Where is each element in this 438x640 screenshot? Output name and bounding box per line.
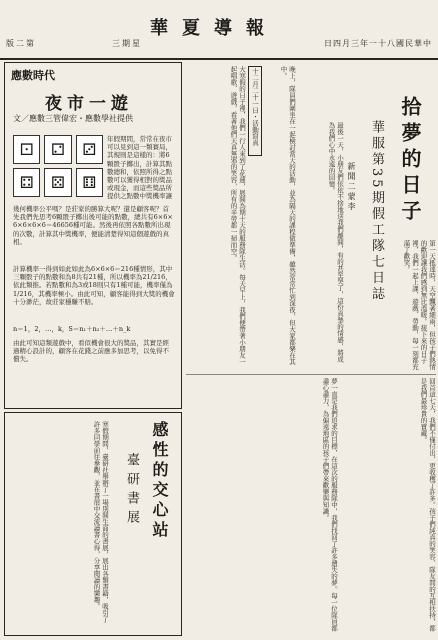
middle-article: [186, 62, 344, 372]
middle-body-para-3: 最後一天，小朋友們依依不捨地送我們離開，有的甚至哭了，這份真摯的情感，將成為我們心中永遠的回憶。: [327, 122, 344, 363]
article-body-para-3: 計算機率一得到如此如此為6×6×6＝216種情形，其中三顆骰子的點數和為8共有21種，所以機率為21/216，依此類推。若點數和為3或18則只有1種可能，機率僅為1/216，其機率極小。由此可知，顧客能得到大獎的機會十分渺茫，故莊家穩賺不賠。: [13, 265, 175, 306]
issue-date: 日四月三年一十八國民華中: [324, 39, 432, 48]
column-divider: [186, 374, 436, 375]
die-3: ⚂: [76, 135, 103, 164]
die-2: ⚁: [44, 135, 71, 164]
right-body-para-3: 回首這七天，我們不僅付出，更收穫了許多。孩子們純真的笑容、隊友間的互相扶持，都是我們最珍貴的寶藏。: [419, 378, 436, 632]
article-byline: 文／應數三管偉宏・應數學社提供: [13, 114, 133, 123]
article-body-intro: 年假期間，常常在夜市可以見到這一類賽局，其規則是這樣的：將6顆骰子擲出，計算其點數總和，依照所得之點數可以獲得相對的獎品或現金，而這些獎品所提供之點數中獎機率讓: [107, 135, 172, 201]
die-1: ⚀: [13, 135, 40, 164]
dice-illustration: [13, 135, 103, 197]
left-article-box: [4, 62, 182, 409]
die-6: ⚅: [76, 168, 103, 197]
bottom-feature-box: [4, 412, 182, 636]
feature-title: 感性的交心站: [150, 421, 169, 541]
activity-note-box: 十二月二十一日・活動寫真: [248, 66, 262, 156]
right-article-title: 拾夢的日子: [398, 96, 422, 226]
page-number-label: 版二第: [6, 39, 36, 48]
issue-weekday-label: 三期星: [112, 39, 142, 48]
math-formula: n＝1，2，…，k，S＝n₁＋n₂＋…＋n_k: [13, 325, 131, 333]
masthead: 華夏導報: [150, 18, 278, 39]
middle-body-para-2: 晚上，隊員們圍坐在一起檢討當天的活動，並為隔天的課程做準備，雖然常常忙到深夜，但大家都樂在其中。: [279, 66, 296, 365]
right-body-para-2: 第一天抵達時，天空飄著細雨，但孩子們熱情的歡迎讓我們感到無比溫暖。接下來的日子裡，我們一起上課、遊戲、勞動，每一刻都充滿了歡笑。: [402, 240, 436, 370]
feature-subtitle: 臺研書展: [124, 453, 139, 529]
article-body-para-2: 幾何機率公平嗎？是莊家的勝算大呢？還是顧客呢？首先我們先思考6顆骰子擲出後可能的點數，總共有6×6×6×6×6×6＝46656種可能。然後再依照各點數所出現的次數，計算其中獎機率，便能清楚得知這個遊戲的真相。: [13, 205, 173, 246]
right-body-para-1: 夢一直是我們追求的目標，在這次的服務隊中，我們找回了許多遺失的夢。每一位隊員都盡心盡力，為偏遠地區的孩子們帶來歡樂與知識。: [321, 378, 338, 632]
die-5: ⚄: [44, 168, 71, 197]
right-article-author: 新聞二蒙李: [347, 162, 356, 212]
middle-body-para-1: 大寒假的日子裡，我們一行人來到了花蓮，展開為期十天的服務隊生活。每天早上，我們便帶著小朋友一起唱歌、遊戲，看著他們天真無邪的笑容，所有的辛勞都一掃而空。: [229, 66, 246, 365]
column-label: 應數時代: [11, 69, 55, 82]
article-body-para-4: 由此可知這類遊戲中，看似機會很大的獎品，其實是經過精心設計的，顧客在花錢之前應多加思考，以免得不償失。: [13, 339, 169, 364]
feature-body: 寒假期間，臺研社舉辦了一場別開生面的書展，展出各類書籍，吸引了許多同學前往參觀，並在書展中交流讀書心得，分享閱讀的樂趣。: [92, 421, 109, 623]
article-title: 夜市一遊: [45, 94, 133, 114]
die-4: ⚃: [13, 168, 40, 197]
right-article-subtitle: 華服第35期假工隊七日誌: [369, 120, 384, 303]
page-header: [0, 0, 438, 60]
